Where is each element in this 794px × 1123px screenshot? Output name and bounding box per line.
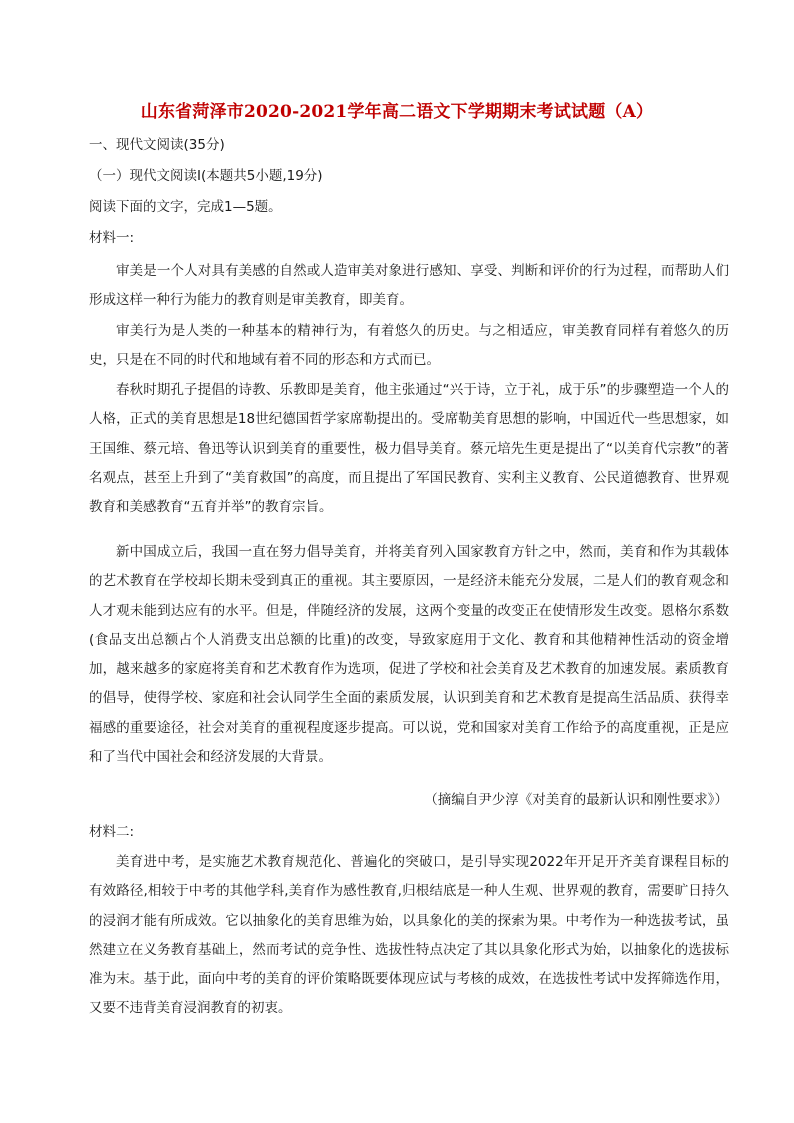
material-two-label: 材料二: bbox=[89, 824, 135, 840]
material-one-paragraph: 审美行为是人类的一种基本的精神行为，有着悠久的历史。与之相适应，审美教育同样有着悠久的历史，只是在不同的时代和地域有着不同的形态和方式而已。 bbox=[89, 323, 729, 369]
material-one-paragraph: 审美是一个人对具有美感的自然或人造审美对象进行感知、享受、判断和评价的行为过程，而帮助人们形成这样一种行为能力的教育则是审美教育，即美育。 bbox=[89, 263, 729, 309]
document-title: 山东省菏泽市2020-2021学年高二语文下学期期末考试试题（A） bbox=[140, 102, 654, 122]
material-one-paragraph: 春秋时期孔子提倡的诗教、乐教即是美育，他主张通过“兴于诗，立于礼，成于乐”的步骤塑造一个人的人格，正式的美育思想是18世纪德国哲学家席勒提出的。受席勒美育思想的影响，中国近代一些思想家，如王国维、蔡元培、鲁迅等认识到美育的重要性，极力倡导美育。蔡元培先生更是提出了“以美育代宗教”的著名观点，甚至上升到了“美育救国”的高度，而且提出了军国民教育、实利主义教育、公民道德教育、世界观教育和美感教育“五育并举”的教育宗旨。 bbox=[89, 382, 729, 516]
subsection-heading: （一）现代文阅读Ⅰ(本题共5小题,19分) bbox=[89, 168, 323, 184]
material-one-paragraph: 新中国成立后，我国一直在努力倡导美育，并将美育列入国家教育方针之中，然而，美育和作为其载体的艺术教育在学校却长期未受到真正的重视。其主要原因，一是经济未能充分发展，二是人们的教育观念和人才观未能到达应有的水平。但是，伴随经济的发展，这两个变量的改变正在使情形发生改变。恩格尔系数(食品支出总额占个人消费支出总额的比重)的改变，导致家庭用于文化、教育和其他精神性活动的资金增加，越来越多的家庭将美育和艺术教育作为选项，促进了学校和社会美育及艺术教育的加速发展。素质教育的倡导，使得学校、家庭和社会认同学生全面的素质发展，认识到美育和艺术教育是提高生活品质、获得幸福感的重要途径，社会对美育的重视程度逐步提高。可以说，党和国家对美育工作给予的高度重视，正是应和了当代中国社会和经济发展的大背景。 bbox=[89, 544, 729, 766]
material-one-label: 材料一: bbox=[89, 230, 135, 246]
material-two-paragraph: 美育进中考，是实施艺术教育规范化、普遍化的突破口，是引导实现2022年开足开齐美育课程目标的有效路径,相较于中考的其他学科,美育作为感性教育,归根结底是一种人生观、世界观的教育，需要旷日持久的浸润才能有所成效。它以抽象化的美育思维为始，以具象化的美的探索为果。中考作为一种选拔考试，虽然建立在义务教育基础上，然而考试的竞争性、选拔性特点决定了其以具象化形式为始，以抽象化的选拔标准为末。基于此，面向中考的美育的评价策略既要体现应试与考核的成效，在选拔性考试中发挥筛选作用，又要不违背美育浸润教育的初衷。 bbox=[89, 854, 729, 1017]
section-heading: 一、现代文阅读(35分) bbox=[89, 137, 225, 153]
material-one-source: （摘编自尹少淳《对美育的最新认识和刚性要求》） bbox=[424, 792, 728, 808]
instruction-text: 阅读下面的文字，完成1—5题。 bbox=[89, 199, 282, 215]
